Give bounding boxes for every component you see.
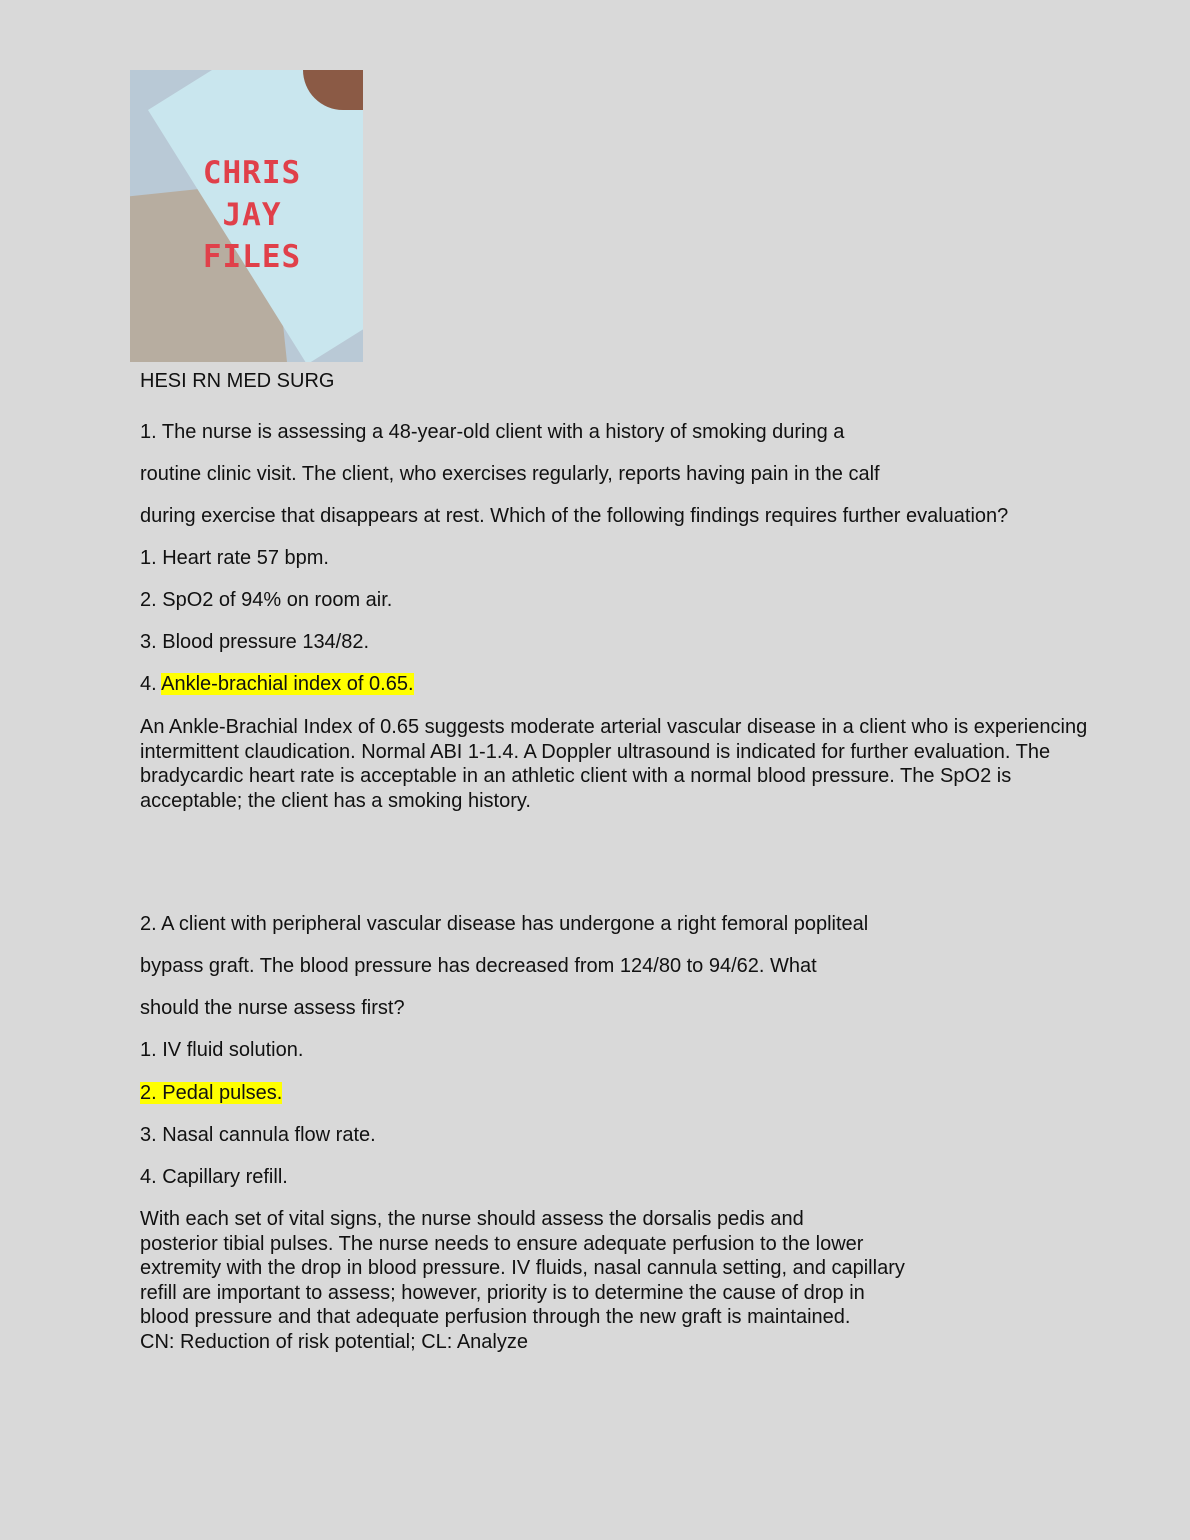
- logo-text: [192, 152, 312, 278]
- question-1-option-1: 1. Heart rate 57 bpm.: [140, 547, 329, 569]
- question-1-option-2: 2. SpO2 of 94% on room air.: [140, 589, 393, 611]
- question-1-rationale: An Ankle-Brachial Index of 0.65 suggests moderate arterial vascular disease in a client who is experiencing intermittent claudication. Normal ABI 1-1.4. A Doppler ultrasound is indicated for further evaluation. The bradycardic heart rate is acceptable in an athletic client with a normal blood pressure. The SpO2 is acceptable; the client has a smoking history.: [140, 716, 1088, 812]
- question-2-rationale-line: blood pressure and that adequate perfusion through the new graft is maintained.: [140, 1306, 851, 1328]
- question-2-option-1: 1. IV fluid solution.: [140, 1039, 304, 1061]
- option-number: 4.: [140, 673, 162, 695]
- question-2-option-3: 3. Nasal cannula flow rate.: [140, 1124, 376, 1146]
- document-title: HESI RN MED SURG: [140, 370, 335, 392]
- question-2-rationale-line: CN: Reduction of risk potential; CL: Analyze: [140, 1331, 528, 1353]
- logo-text-line: JAY: [222, 197, 282, 233]
- logo-image: [130, 70, 363, 362]
- question-2-rationale-line: posterior tibial pulses. The nurse needs to ensure adequate perfusion to the lower: [140, 1233, 864, 1255]
- question-1-stem-line: during exercise that disappears at rest. Which of the following findings requires further evaluation?: [140, 505, 1009, 527]
- question-2-rationale-line: refill are important to assess; however, priority is to determine the cause of drop in: [140, 1282, 865, 1304]
- question-1-option-3: 3. Blood pressure 134/82.: [140, 631, 370, 653]
- question-1-stem-line: routine clinic visit. The client, who exercises regularly, reports having pain in the calf: [140, 463, 880, 485]
- question-2-rationale-line: With each set of vital signs, the nurse should assess the dorsalis pedis and: [140, 1208, 804, 1230]
- question-1-option-4: [140, 673, 414, 696]
- highlighted-answer: Ankle-brachial index of 0.65.: [161, 673, 414, 695]
- question-2-stem-line: bypass graft. The blood pressure has decreased from 124/80 to 94/62. What: [140, 955, 817, 977]
- question-2-rationale-line: extremity with the drop in blood pressure. IV fluids, nasal cannula setting, and capillary: [140, 1257, 905, 1279]
- logo-text-line: FILES: [202, 239, 302, 275]
- question-2-stem-line: should the nurse assess first?: [140, 997, 405, 1019]
- highlighted-answer: 2. Pedal pulses.: [140, 1082, 283, 1104]
- question-2-option-2: [140, 1082, 282, 1105]
- logo-text-line: CHRIS: [202, 155, 302, 191]
- question-1-stem-line: 1. The nurse is assessing a 48-year-old client with a history of smoking during a: [140, 421, 845, 443]
- question-2-option-4: 4. Capillary refill.: [140, 1166, 288, 1188]
- question-2-stem-line: 2. A client with peripheral vascular disease has undergone a right femoral popliteal: [140, 913, 869, 935]
